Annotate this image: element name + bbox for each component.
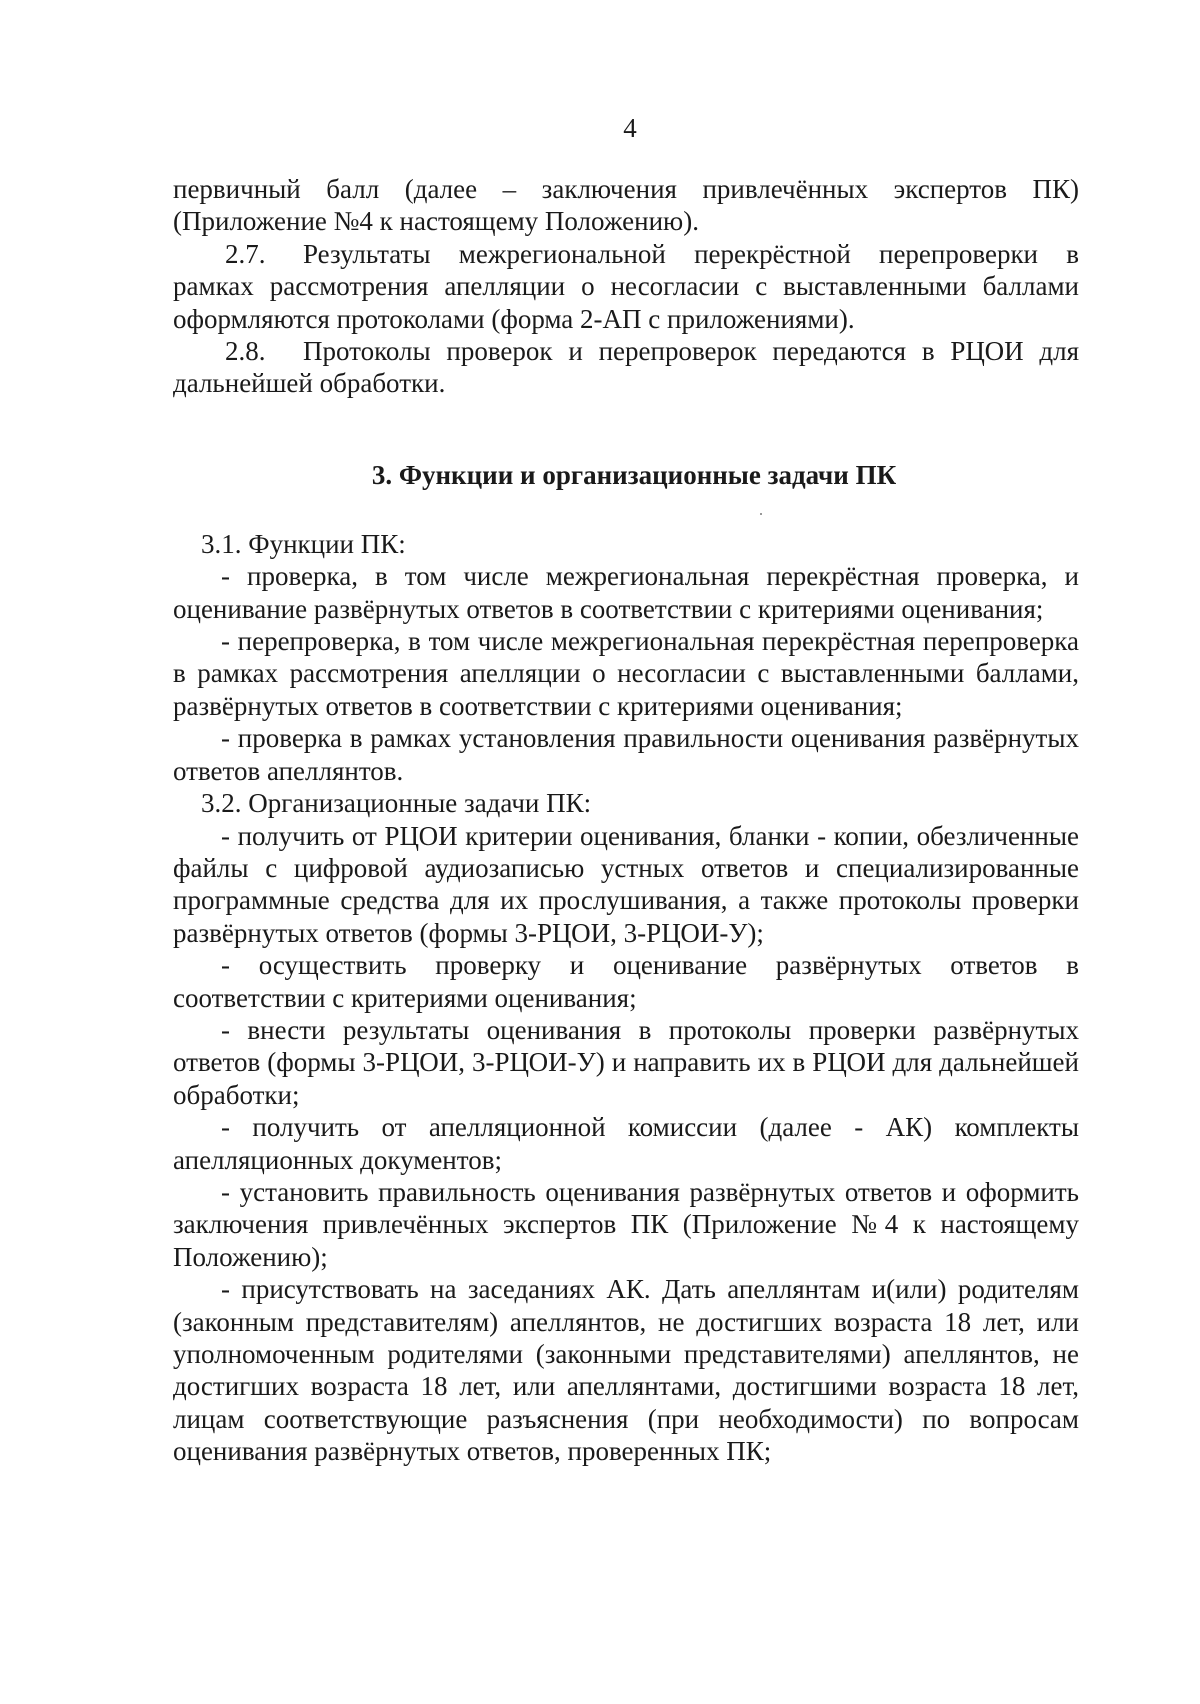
list-item: - установить правильность оценивания развёрнутых ответов и оформить заключения привлечённых экспертов ПК (Приложение №4 к настоящему Положению);	[173, 1176, 1079, 1272]
subsection-label-3-1: 3.1. Функции ПК:	[201, 528, 406, 559]
paragraph-text: Результаты межрегиональной перекрёстной перепроверки в рамках рассмотрения апелляции о несогласии с выставленными баллами оформляются протоколами (форма 2-АП с приложениями).	[173, 238, 1079, 334]
paragraph-2-7	[173, 238, 1079, 335]
section-heading: 3. Функции и организационные задачи ПК	[371, 459, 897, 490]
list-item: - присутствовать на заседаниях АК. Дать апеллянтам и(или) родителям (законным представителям) апеллянтов, не достигших возраста 18 лет, или уполномоченным родителями (законными представителями) апеллянтов, не достигших возраста 18 лет, или апеллянтами, достигшими возраста 18 лет, лицам соответствующие разъяснения (при необходимости) по вопросам оценивания развёрнутых ответов, проверенных ПК;	[173, 1274, 1079, 1467]
paragraph-number: 2.8.	[225, 336, 266, 367]
paragraph-continuation: первичный балл (далее – заключения привлечённых экспертов ПК) (Приложение №4 к настоящему Положению).	[173, 174, 1079, 237]
paragraph-2-8	[173, 335, 1079, 400]
list-item: - проверка, в том числе межрегиональная перекрёстная проверка, и оценивание развёрнутых ответов в соответствии с критериями оценивания;	[173, 561, 1079, 624]
list-item: - перепроверка, в том числе межрегиональная перекрёстная перепроверка в рамках рассмотрения апелляции о несогласии с выставленными баллами, развёрнутых ответов в соответствии с критериями оценивания;	[173, 626, 1079, 721]
list-item: - получить от РЦОИ критерии оценивания, бланки - копии, обезличенные файлы с цифровой аудиозаписью устных ответов и специализированные программные средства для их прослушивания, а также протоколы проверки развёрнутых ответов (формы 3-РЦОИ, 3-РЦОИ-У);	[173, 820, 1079, 948]
subsection-label-3-2: 3.2. Организационные задачи ПК:	[201, 788, 592, 819]
page-number: 4	[623, 113, 637, 143]
paragraph-text: Протоколы проверок и перепроверок передаются в РЦОИ для дальнейшей обработки.	[173, 336, 1079, 399]
list-item: - внести результаты оценивания в протоколы проверки развёрнутых ответов (формы 3-РЦОИ, 3-РЦОИ-У) и направить их в РЦОИ для дальнейшей обработки;	[173, 1014, 1079, 1110]
list-item: - проверка в рамках установления правильности оценивания развёрнутых ответов апеллянтов.	[173, 723, 1079, 786]
paragraph-number: 2.7.	[225, 238, 266, 269]
list-item: - получить от апелляционной комиссии (далее - АК) комплекты апелляционных документов;	[173, 1112, 1079, 1175]
document-body	[173, 173, 1079, 1468]
list-item: - осуществить проверку и оценивание развёрнутых ответов в соответствии с критериями оценивания;	[173, 950, 1079, 1013]
